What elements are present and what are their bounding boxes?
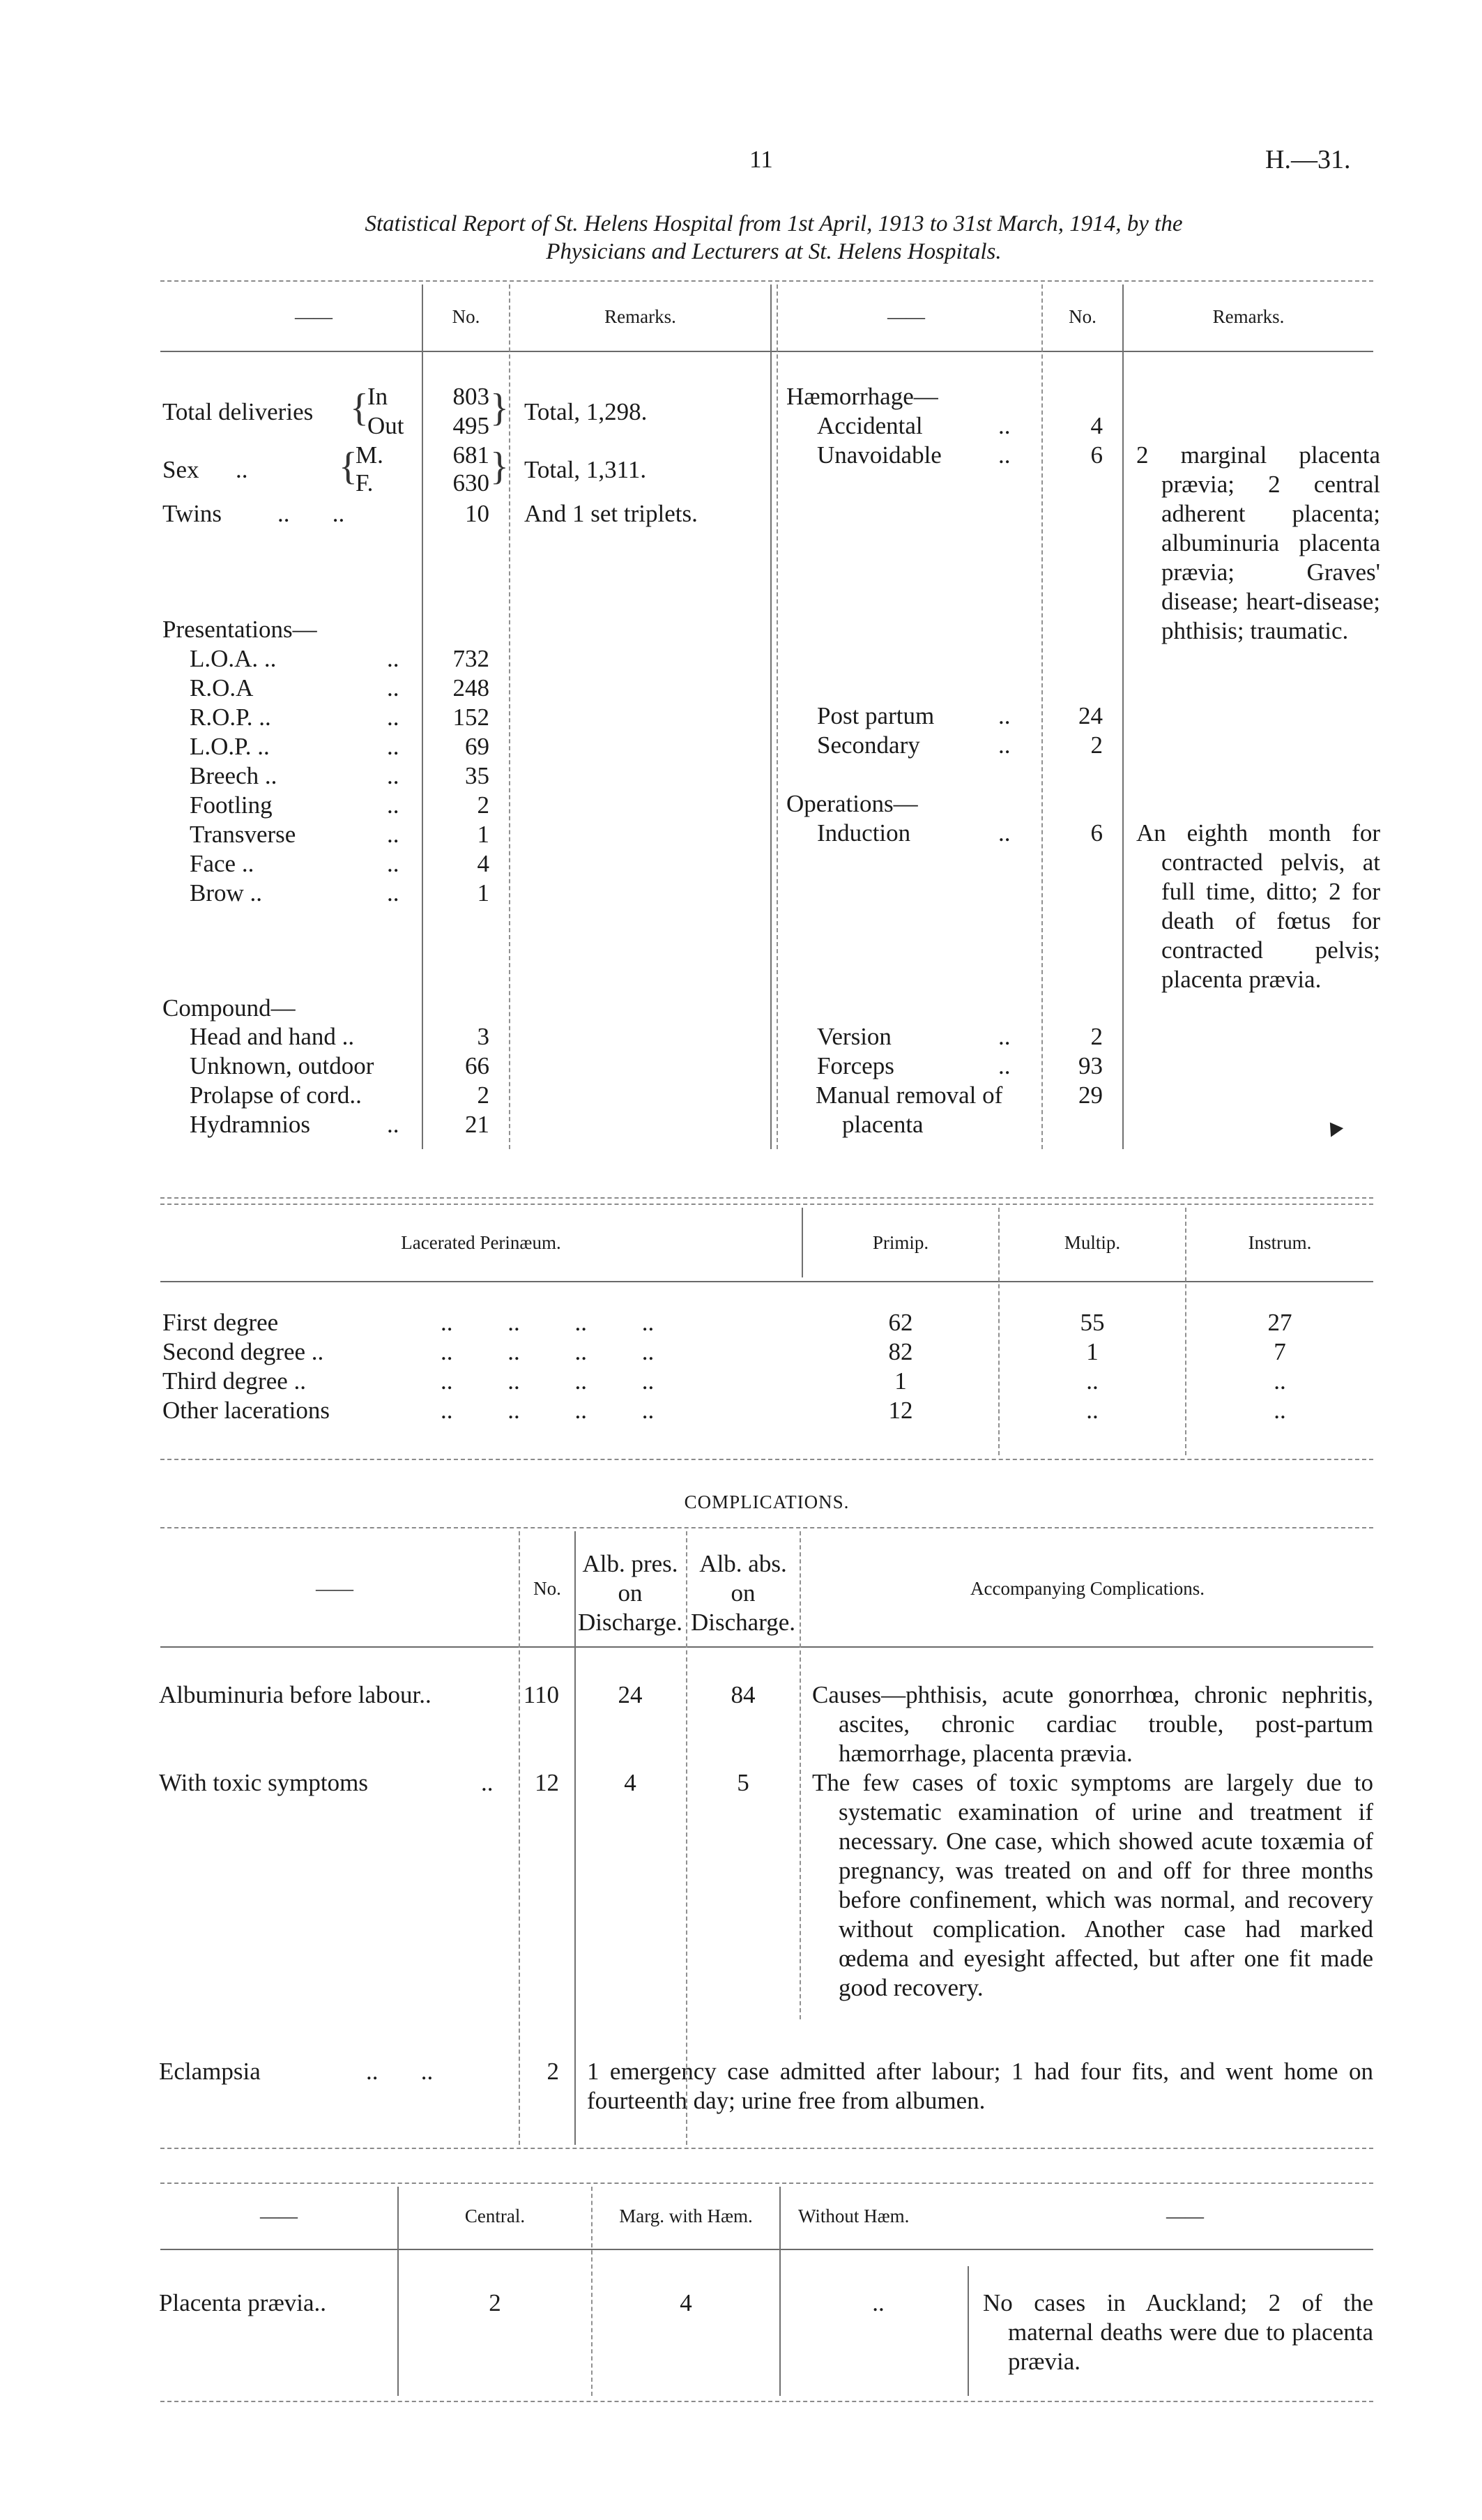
post-partum-label: Post partum xyxy=(817,702,935,729)
dot-leader: .. xyxy=(387,645,399,672)
total-deliveries-label: Total deliveries xyxy=(162,398,314,425)
laceration-primip: 62 xyxy=(888,1309,913,1336)
presentation-label: Face .. xyxy=(190,850,254,877)
toxic-alb-abs: 5 xyxy=(737,1769,749,1796)
unavoidable-label: Unavoidable xyxy=(817,441,942,469)
in-label: In xyxy=(367,383,388,410)
t2-header-primip: Primip. xyxy=(872,1232,929,1253)
t1-col-divider xyxy=(422,284,423,1149)
dot-leader: .. xyxy=(998,702,1011,729)
table4-top-rule xyxy=(160,2183,1373,2184)
dot-leader: .. xyxy=(481,1769,494,1796)
compound-label: Hydramnios xyxy=(190,1111,311,1138)
albuminuria-complications: Causes—phthisis, acute gonorrhœa, chronic nephritis, ascites, chronic cardiac trouble, post-partum hæmorrhage, placenta prævia. xyxy=(812,1681,1373,1767)
table1-bottom-rule xyxy=(160,1197,1373,1199)
table3-header-rule xyxy=(160,1646,1373,1648)
out-value: 495 xyxy=(452,412,489,439)
toxic-label: With toxic symptoms xyxy=(159,1769,368,1796)
dot-leader: .. .. .. .. xyxy=(441,1397,655,1424)
presentation-value: 732 xyxy=(452,645,489,672)
laceration-instrum: .. xyxy=(1274,1397,1286,1424)
albuminuria-label: Albuminuria before labour.. xyxy=(159,1681,431,1708)
laceration-multip: .. xyxy=(1086,1397,1099,1424)
presentation-label: R.O.P. .. xyxy=(190,704,271,731)
placenta-central: 2 xyxy=(489,2289,501,2316)
albuminuria-alb-pres: 24 xyxy=(618,1681,643,1708)
page-number: 11 xyxy=(749,146,773,173)
t1-header-no-left: No. xyxy=(452,306,480,327)
t1-col-divider xyxy=(770,284,772,1149)
forceps-label: Forceps xyxy=(817,1052,894,1079)
manual-removal-label-cont: placenta xyxy=(842,1111,924,1138)
placenta-marg: 4 xyxy=(680,2289,692,2316)
version-label: Version xyxy=(817,1023,892,1050)
compound-value: 66 xyxy=(465,1052,489,1079)
dot-leader: .. .. xyxy=(366,2058,434,2085)
dot-leader: .. xyxy=(387,674,399,701)
t4-header-without: Without Hæm. xyxy=(798,2206,910,2226)
presentation-label: Transverse xyxy=(190,821,296,848)
laceration-label: Other lacerations xyxy=(162,1397,330,1424)
presentation-value: 152 xyxy=(452,704,489,731)
secondary-label: Secondary xyxy=(817,731,920,759)
presentation-label: Brow .. xyxy=(190,879,263,906)
eclampsia-label: Eclampsia xyxy=(159,2058,261,2085)
laceration-instrum: .. xyxy=(1274,1367,1286,1395)
induction-value: 6 xyxy=(1090,819,1103,847)
placenta-without: .. xyxy=(872,2289,885,2316)
compound-heading: Compound— xyxy=(162,994,296,1022)
induction-label: Induction xyxy=(817,819,911,847)
accidental-label: Accidental xyxy=(817,412,923,439)
t1-col-divider xyxy=(1122,284,1124,1149)
dot-leader: .. xyxy=(387,791,399,819)
manual-removal-label: Manual removal of xyxy=(816,1081,1003,1109)
presentation-label: R.O.A xyxy=(190,674,254,701)
m-label: M. xyxy=(356,441,383,469)
dot-leader: .. xyxy=(387,879,399,906)
t2-header-instrum: Instrum. xyxy=(1248,1232,1312,1253)
t3-col-divider xyxy=(800,1531,801,2019)
table2-bottom-rule xyxy=(160,1459,1373,1460)
accidental-value: 4 xyxy=(1090,412,1103,439)
arrow-mark-icon xyxy=(1324,1118,1343,1137)
deliveries-remark: Total, 1,298. xyxy=(524,398,648,425)
dot-leader: .. xyxy=(387,821,399,848)
sex-label: Sex .. xyxy=(162,456,248,483)
out-label: Out xyxy=(367,412,404,439)
t4-col-divider xyxy=(968,2266,969,2396)
albuminuria-alb-abs: 84 xyxy=(731,1681,756,1708)
forceps-value: 93 xyxy=(1078,1052,1103,1079)
table4-header-rule xyxy=(160,2249,1373,2250)
twins-value: 10 xyxy=(465,500,489,527)
compound-label: Prolapse of cord.. xyxy=(190,1081,362,1109)
t1-header-remarks-left: Remarks. xyxy=(604,306,676,327)
compound-label: Unknown, outdoor xyxy=(190,1052,374,1079)
t3-col-divider xyxy=(519,1531,520,2145)
laceration-multip: 55 xyxy=(1080,1309,1105,1336)
post-partum-value: 24 xyxy=(1078,702,1103,729)
secondary-value: 2 xyxy=(1090,731,1103,759)
t3-col-divider xyxy=(574,1531,576,2145)
presentation-value: 2 xyxy=(477,791,489,819)
dot-leader: .. xyxy=(998,1052,1011,1079)
dot-leader: .. .. .. .. xyxy=(441,1367,655,1395)
t3-header-alb-pres: Alb. pres. on Discharge. xyxy=(578,1550,682,1636)
in-value: 803 xyxy=(452,383,489,410)
t3-header-no: No. xyxy=(533,1578,561,1599)
report-title-line2: Physicians and Lecturers at St. Helens Hospitals. xyxy=(546,239,1002,264)
complications-heading: COMPLICATIONS. xyxy=(684,1491,850,1512)
presentation-value: 1 xyxy=(477,821,489,848)
table3-top-rule xyxy=(160,1527,1373,1528)
dot-leader: .. xyxy=(998,819,1011,847)
laceration-instrum: 27 xyxy=(1267,1309,1292,1336)
t3-header-dash: —— xyxy=(316,1578,353,1599)
t4-header-dash-left: —— xyxy=(260,2206,298,2226)
t3-col-divider xyxy=(686,1531,687,2145)
brace-glyph: } xyxy=(490,386,509,430)
presentation-value: 69 xyxy=(465,733,489,760)
laceration-instrum: 7 xyxy=(1274,1338,1286,1365)
operations-heading: Operations— xyxy=(786,790,918,817)
presentation-value: 4 xyxy=(477,850,489,877)
compound-value: 2 xyxy=(477,1081,489,1109)
dot-leader: .. xyxy=(387,850,399,877)
presentation-label: L.O.A. .. xyxy=(190,645,277,672)
haemorrhage-heading: Hæmorrhage— xyxy=(786,383,938,410)
laceration-multip: 1 xyxy=(1086,1338,1099,1365)
t1-header-no-right: No. xyxy=(1069,306,1097,327)
m-value: 681 xyxy=(452,441,489,469)
t1-col-divider xyxy=(509,284,510,1149)
presentation-label: Breech .. xyxy=(190,762,277,789)
dot-leader: .. xyxy=(998,441,1011,469)
dot-leader: .. xyxy=(387,1111,399,1138)
table3-bottom-rule xyxy=(160,2148,1373,2149)
laceration-label: Second degree .. xyxy=(162,1338,324,1365)
dot-leader: .. xyxy=(387,704,399,731)
document-code: H.—31. xyxy=(1265,145,1351,174)
dot-leader: .. xyxy=(998,731,1011,759)
twins-label: Twins xyxy=(162,500,222,527)
t4-header-central: Central. xyxy=(464,2206,526,2226)
compound-value: 3 xyxy=(477,1023,489,1050)
laceration-primip: 12 xyxy=(888,1397,913,1424)
dot-leader: .. .. .. .. xyxy=(441,1338,655,1365)
sex-remark: Total, 1,311. xyxy=(524,456,647,483)
t4-header-marg: Marg. with Hæm. xyxy=(619,2206,753,2226)
table1-header-rule xyxy=(160,351,1373,352)
t3-header-accompanying: Accompanying Complications. xyxy=(970,1578,1205,1599)
t4-col-divider xyxy=(779,2187,781,2396)
f-label: F. xyxy=(356,469,374,496)
manual-removal-value: 29 xyxy=(1078,1081,1103,1109)
albuminuria-no: 110 xyxy=(523,1681,559,1708)
dot-leader: .. xyxy=(998,412,1011,439)
t2-header-label: Lacerated Perinæum. xyxy=(401,1232,561,1253)
t3-header-alb-abs: Alb. abs. on Discharge. xyxy=(691,1550,795,1636)
compound-value: 21 xyxy=(465,1111,489,1138)
dot-leader: .. xyxy=(998,1023,1011,1050)
induction-remark: An eighth month for contracted pelvis, at full time, ditto; 2 for death of fœtus for contracted pelvis; placenta prævia. xyxy=(1136,819,1380,993)
dot-leader: .. .. xyxy=(277,500,345,527)
table1-top-rule xyxy=(160,280,1373,282)
laceration-primip: 1 xyxy=(894,1367,907,1395)
unavoidable-remark: 2 marginal placenta prævia; 2 central adherent placenta; albuminuria placenta prævia; Graves' disease; heart-disease; phthisis; traumatic. xyxy=(1136,441,1380,644)
eclampsia-complications: 1 emergency case admitted after labour; 1 had four fits, and went home on fourteenth day; urine free from albumen. xyxy=(587,2058,1373,2114)
table2-header-rule xyxy=(160,1281,1373,1282)
eclampsia-no: 2 xyxy=(547,2058,559,2085)
placenta-note: No cases in Auckland; 2 of the maternal deaths were due to placenta prævia. xyxy=(983,2289,1373,2375)
presentation-value: 248 xyxy=(452,674,489,701)
dot-leader: .. xyxy=(387,762,399,789)
presentation-value: 35 xyxy=(465,762,489,789)
t1-col-divider xyxy=(777,284,778,1149)
laceration-multip: .. xyxy=(1086,1367,1099,1395)
brace-glyph: { xyxy=(339,445,358,488)
toxic-alb-pres: 4 xyxy=(624,1769,636,1796)
brace-glyph: { xyxy=(350,386,369,430)
t4-header-dash-right: —— xyxy=(1166,2206,1204,2226)
presentations-heading: Presentations— xyxy=(162,616,317,643)
laceration-primip: 82 xyxy=(888,1338,913,1365)
version-value: 2 xyxy=(1090,1023,1103,1050)
dot-leader: .. .. .. .. xyxy=(441,1309,655,1336)
t1-header-remarks-right: Remarks. xyxy=(1212,306,1285,327)
t1-header-dash-left: —— xyxy=(295,306,333,327)
toxic-no: 12 xyxy=(535,1769,559,1796)
laceration-label: Third degree .. xyxy=(162,1367,307,1395)
table2-top-rule xyxy=(160,1204,1373,1205)
toxic-complications: The few cases of toxic symptoms are largely due to systematic examination of urine and treatment if necessary. One case, which showed acute toxæmia of pregnancy, was treated on and off for three months before confinement, which was normal, and recovery without complication. Another case had marked œdema and eyesight affected, but after one fit made good recovery. xyxy=(812,1769,1373,2001)
brace-glyph: } xyxy=(490,445,509,488)
presentation-label: Footling xyxy=(190,791,273,819)
presentation-label: L.O.P. .. xyxy=(190,733,270,760)
t2-header-multip: Multip. xyxy=(1064,1232,1121,1253)
t1-header-dash-right: —— xyxy=(887,306,925,327)
unavoidable-value: 6 xyxy=(1090,441,1103,469)
twins-remark: And 1 set triplets. xyxy=(524,500,698,527)
table4-bottom-rule xyxy=(160,2401,1373,2402)
presentation-value: 1 xyxy=(477,879,489,906)
placenta-praevia-label: Placenta prævia.. xyxy=(159,2289,327,2316)
f-value: 630 xyxy=(452,469,489,496)
dot-leader: .. xyxy=(387,733,399,760)
report-title-line1: Statistical Report of St. Helens Hospital from 1st April, 1913 to 31st March, 1914, by the xyxy=(365,211,1183,236)
laceration-label: First degree xyxy=(162,1309,279,1336)
compound-label: Head and hand .. xyxy=(190,1023,355,1050)
